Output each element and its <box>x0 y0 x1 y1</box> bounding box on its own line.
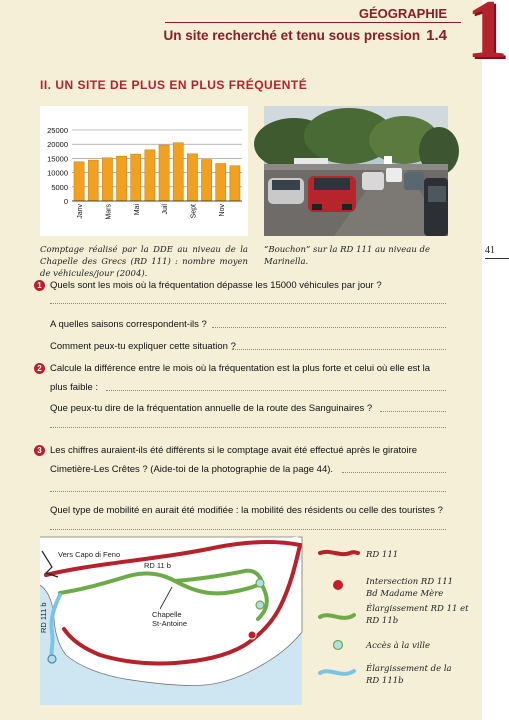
legend-rd111b-symbol <box>320 671 354 674</box>
subject-title: GÉOGRAPHIE <box>358 6 447 21</box>
chart-ytick-label: 15000 <box>47 154 68 164</box>
traffic-chart <box>40 106 248 236</box>
question-3-bullet: 3 <box>34 445 45 456</box>
map-label-chapelle-1: Chapelle <box>152 610 182 619</box>
question-3-line2: Cimetière-Les Crêtes ? (Aide-toi de la photographie de la page 44). <box>50 464 334 475</box>
right-margin <box>482 0 509 720</box>
legend-rd111: RD 111 <box>366 550 399 560</box>
question-1-bullet: 1 <box>34 280 45 291</box>
header-rule <box>165 22 461 23</box>
chapter-number: 1 <box>466 0 508 76</box>
question-2b: Que peux-tu dire de la fréquentation annuelle de la route des Sanguinaires ? <box>50 403 373 414</box>
answer-line[interactable] <box>342 471 446 473</box>
chart-ytick-label: 0 <box>63 197 68 206</box>
legend-elargissement-symbol <box>320 615 354 618</box>
legend-elargissement-b-1: Élargissement de la <box>366 664 452 674</box>
question-1b: A quelles saisons correspondent-ils ? <box>50 319 207 330</box>
chart-xtick-label: Janv <box>77 204 85 219</box>
map-intersection-dot <box>248 631 256 639</box>
chart-ytick-label: 10000 <box>47 168 68 178</box>
legend-elargissement-2: RD 11b <box>366 616 399 626</box>
answer-line[interactable] <box>50 528 446 530</box>
chart-bar <box>159 145 169 201</box>
answer-line[interactable] <box>232 348 446 350</box>
question-1: Quels sont les mois où la fréquentation dépasse les 15000 véhicules par jour ? <box>50 280 382 291</box>
chart-svg <box>40 106 248 236</box>
chart-ytick-label: 20000 <box>47 140 68 150</box>
chart-xtick-label: Mars <box>105 204 113 220</box>
chapter-title-text: Un site recherché et tenu sous pression <box>163 28 421 43</box>
legend-intersection-symbol <box>333 580 343 590</box>
question-3-line1: Les chiffres auraient-ils été différents si le comptage avait été effectué après le giratoire <box>50 445 418 456</box>
legend-elargissement-b-2: RD 111b <box>366 676 404 686</box>
map-access-dot <box>48 655 56 663</box>
question-3b: Quel type de mobilité en aurait été modifiée : la mobilité des résidents ou celle des touristes ? <box>50 505 443 516</box>
legend-intersection-1: Intersection RD 111 <box>366 577 454 587</box>
chart-bar <box>116 156 126 201</box>
section-number: 1.4 <box>426 27 447 44</box>
map-label-rd11b: RD 11 b <box>144 561 171 570</box>
traffic-jam-photo <box>264 106 448 236</box>
chart-bar <box>230 166 240 201</box>
chart-xtick-label: Mai <box>133 204 141 216</box>
page-number-rule <box>485 258 509 259</box>
map-label-rd111b: RD 111 b <box>39 602 48 633</box>
legend-acces: Accès à la ville <box>366 641 430 651</box>
legend-acces-symbol <box>334 641 343 650</box>
chart-bar <box>88 160 98 201</box>
chart-ytick-label: 5000 <box>51 182 68 192</box>
answer-line[interactable] <box>106 389 446 391</box>
question-2-line1: Calcule la différence entre le mois où la fréquentation est la plus forte et celui où elle est la <box>50 363 431 374</box>
answer-line[interactable] <box>50 302 446 304</box>
chart-bar <box>173 143 183 201</box>
chart-ytick-label: 25000 <box>47 126 68 135</box>
chart-bar <box>131 154 141 201</box>
chart-bar <box>216 164 226 201</box>
legend-elargissement-1: Élargissement RD 11 et <box>366 604 469 614</box>
section-title: II. UN SITE DE PLUS EN PLUS FRÉQUENTÉ <box>40 78 308 92</box>
legend-intersection-2: Bd Madame Mère <box>366 589 444 599</box>
question-2-line2: plus faible : <box>50 382 99 393</box>
map-label-capo: Vers Capo di Feno <box>58 550 121 559</box>
question-1c: Comment peux-tu expliquer cette situation ? <box>50 341 236 352</box>
chart-xtick-label: Juil <box>162 204 170 215</box>
legend-rd111-symbol <box>320 552 358 554</box>
chart-xtick-label: Nov <box>218 204 226 217</box>
chart-bar <box>102 158 112 201</box>
map-access-dot <box>256 579 264 587</box>
chart-caption: Comptage réalisé par la DDE au niveau de la Chapelle des Grecs (RD 111) : nombre moyen de véhicules/jour (2004). <box>40 245 248 279</box>
chart-xtick-label: Sept <box>190 204 198 219</box>
answer-line[interactable] <box>380 410 446 412</box>
answer-line[interactable] <box>50 426 446 428</box>
legend-symbols <box>316 545 362 705</box>
page-number: 41 <box>485 245 495 256</box>
chart-bar <box>201 160 211 201</box>
answer-line[interactable] <box>50 490 446 492</box>
chapter-title <box>164 27 447 44</box>
question-2-bullet: 2 <box>34 363 45 374</box>
map <box>40 537 302 705</box>
map-label-chapelle-2: St-Antoine <box>152 619 188 628</box>
answer-line[interactable] <box>212 326 446 328</box>
chart-bar <box>74 162 84 201</box>
chart-bar <box>187 154 197 201</box>
photo-caption: “Bouchon” sur la RD 111 au niveau de Marinella. <box>264 245 430 267</box>
chart-bar <box>145 150 155 201</box>
map-access-dot <box>256 601 264 609</box>
